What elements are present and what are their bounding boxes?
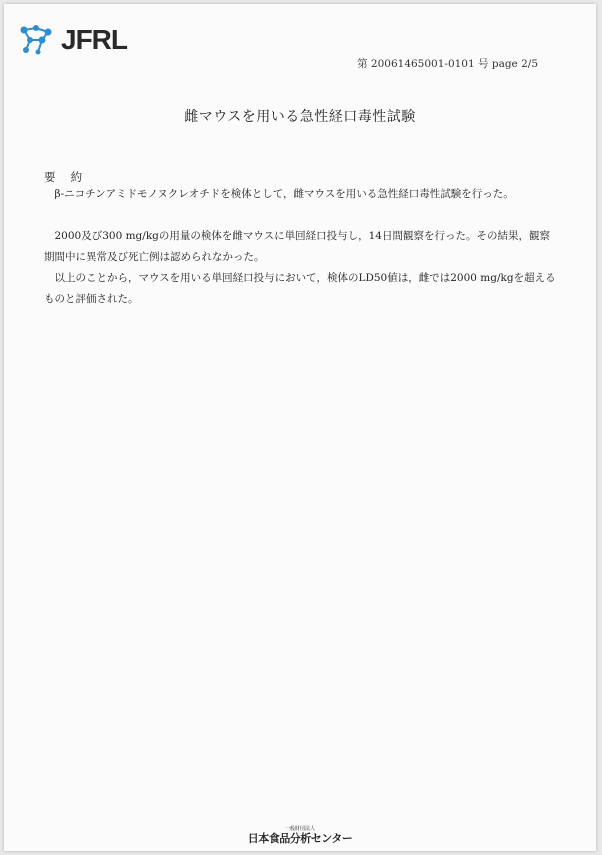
document-title: 雌マウスを用いる急性経口毒性試験: [184, 109, 416, 125]
document-page: [4, 4, 596, 851]
jfrl-logo: [16, 20, 127, 60]
footer: [4, 826, 596, 845]
logo-text: JFRL: [61, 24, 127, 55]
footer-org-name: 日本食品分析センター: [247, 832, 353, 845]
molecule-logo-icon: [16, 20, 58, 60]
summary-paragraph-3: 以上のことから，マウスを用いる単回経口投与において，検体のLD50値は，雌では2000 mg/kgを超えるものと評価された。: [44, 272, 556, 305]
document-number: 第 20061465001-0101 号 page 2/5: [357, 58, 538, 70]
summary-paragraph-1: β-ニコチンアミドモノヌクレオチドを検体として，雌マウスを用いる急性経口毒性試験を行った。: [54, 188, 514, 200]
summary-paragraph-2: 2000及び300 mg/kgの用量の検体を雌マウスに単回経口投与し，14日間観察を行った。その結果，観察期間中に異常及び死亡例は認められなかった。: [44, 230, 550, 263]
footer-org-type: 一般財団法人: [284, 826, 315, 832]
summary-heading: 要 約: [44, 170, 83, 184]
